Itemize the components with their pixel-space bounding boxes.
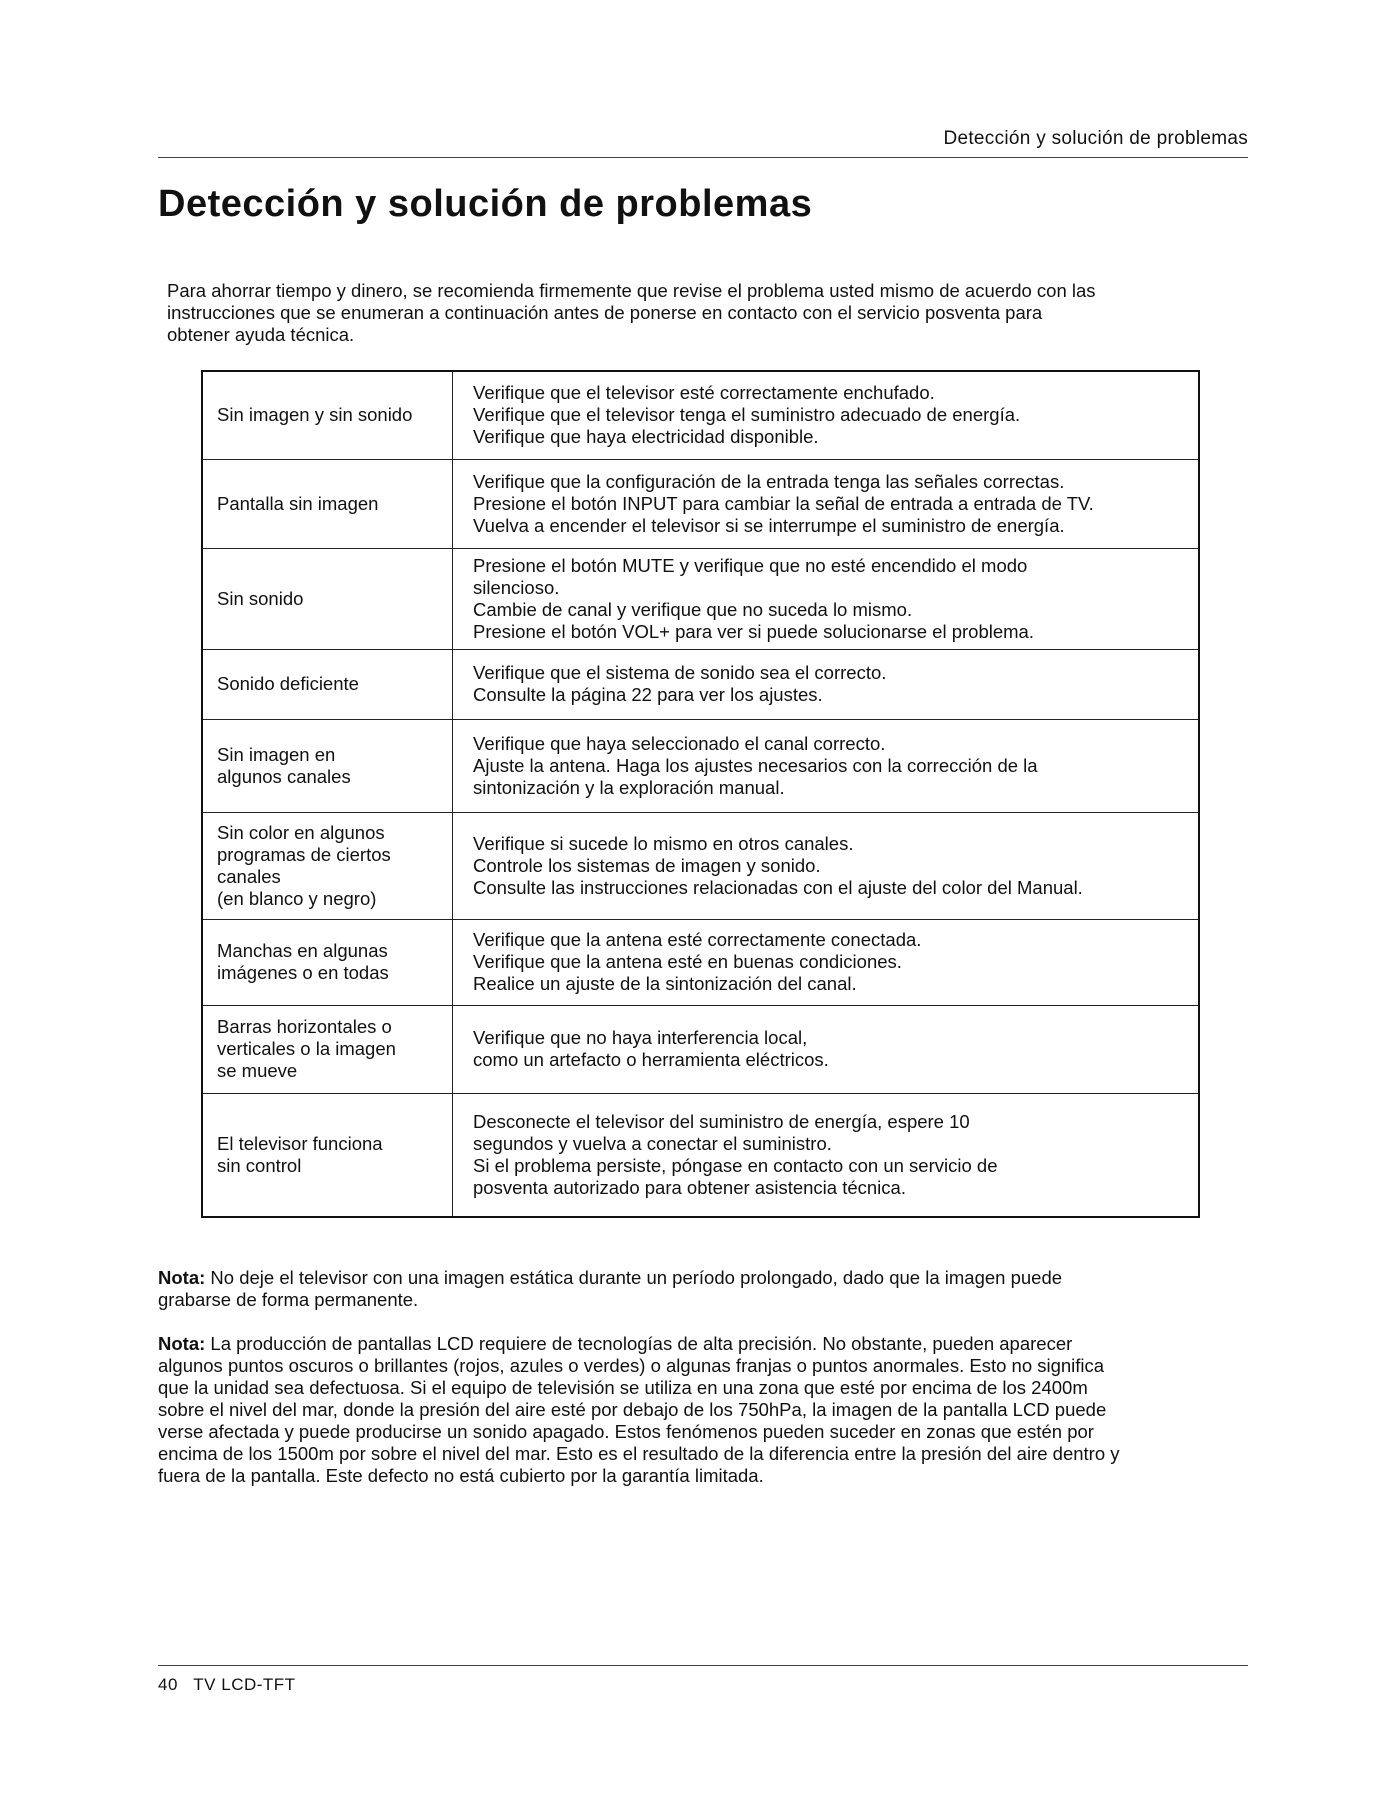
- table-row: [202, 1093, 1199, 1217]
- problem-text: verticales o la imagen: [217, 1038, 396, 1059]
- table-row: [202, 1005, 1199, 1093]
- problem-cell: [202, 649, 453, 719]
- problem-cell: [202, 919, 453, 1005]
- solution-cell: [453, 649, 1200, 719]
- troubleshooting-table: [201, 370, 1200, 1218]
- solution-text: Verifique que la antena esté correctamente conectada.: [473, 929, 922, 950]
- note-line: No deje el televisor con una imagen estática durante un período prolongado, dado que la imagen puede: [210, 1267, 1063, 1288]
- problem-text: canales: [217, 865, 281, 887]
- solution-text: Cambie de canal y verifique que no suceda lo mismo.: [473, 598, 913, 620]
- solution-text: Verifique que la antena esté en buenas condiciones.: [473, 951, 902, 972]
- page-number: 40: [158, 1675, 178, 1694]
- footer-rule: [158, 1665, 1248, 1666]
- problem-text: Sonido deficiente: [217, 673, 359, 694]
- note-line: sobre el nivel del mar, donde la presión del aire esté por debajo de los 750hPa, la imagen de la pantalla LCD puede: [158, 1399, 1107, 1420]
- solution-text: Si el problema persiste, póngase en contacto con un servicio de: [473, 1154, 998, 1176]
- note-line: algunos puntos oscuros o brillantes (rojos, azules o verdes) o algunas franjas o puntos anormales. Esto no significa: [158, 1355, 1105, 1376]
- problem-text: sin control: [217, 1154, 302, 1176]
- solution-cell: [453, 371, 1200, 459]
- running-header: Detección y solución de problemas: [943, 128, 1248, 149]
- note-static-image: [158, 1267, 1248, 1311]
- page-footer: [158, 1675, 296, 1695]
- table-row: [202, 371, 1199, 459]
- solution-cell: [453, 459, 1200, 548]
- table-row: [202, 812, 1199, 919]
- table-row: [202, 919, 1199, 1005]
- page-title: Detección y solución de problemas: [158, 183, 813, 225]
- solution-text: Verifique que el televisor esté correctamente enchufado.: [473, 382, 935, 404]
- problem-cell: [202, 371, 453, 459]
- problem-text: Sin sonido: [217, 587, 304, 609]
- solution-text: Realice un ajuste de la sintonización del canal.: [473, 973, 857, 994]
- solution-cell: [453, 548, 1200, 649]
- solution-text: Verifique que haya electricidad disponible.: [473, 426, 819, 448]
- solution-text: Verifique que el televisor tenga el suministro adecuado de energía.: [473, 404, 1021, 426]
- solution-text: Presione el botón MUTE y verifique que no esté encendido el modo: [473, 554, 1028, 576]
- solution-text: Verifique que haya seleccionado el canal correcto.: [473, 732, 886, 754]
- solution-text: Desconecte el televisor del suministro de energía, espere 10: [473, 1110, 970, 1132]
- solution-text: Verifique que el sistema de sonido sea el correcto.: [473, 662, 887, 683]
- intro-line: obtener ayuda técnica.: [167, 324, 355, 345]
- solution-text: silencioso.: [473, 576, 560, 598]
- problem-cell: [202, 1093, 453, 1217]
- solution-text: Ajuste la antena. Haga los ajustes necesarios con la corrección de la: [473, 754, 1038, 776]
- note-line: verse afectada y puede producirse un sonido apagado. Estos fenómenos pueden suceder en zonas que estén por: [158, 1421, 1094, 1442]
- problem-text: Barras horizontales o: [217, 1016, 392, 1037]
- problem-cell: [202, 1005, 453, 1093]
- problem-cell: [202, 812, 453, 919]
- note-lcd-pixels: [158, 1333, 1248, 1487]
- intro-line: Para ahorrar tiempo y dinero, se recomienda firmemente que revise el problema usted mismo de acuerdo con las: [167, 280, 1096, 301]
- solution-text: Vuelva a encender el televisor si se interrumpe el suministro de energía.: [473, 514, 1065, 536]
- problem-text: Sin imagen y sin sonido: [217, 404, 413, 426]
- problem-text: Manchas en algunas: [217, 940, 388, 961]
- solution-text: Verifique que no haya interferencia local,: [473, 1027, 808, 1048]
- solution-cell: [453, 919, 1200, 1005]
- intro-paragraph: [167, 280, 1227, 346]
- solution-cell: [453, 1093, 1200, 1217]
- solution-text: segundos y vuelva a conectar el suministro.: [473, 1132, 832, 1154]
- solution-cell: [453, 812, 1200, 919]
- solution-text: Controle los sistemas de imagen y sonido.: [473, 854, 821, 876]
- problem-text: programas de ciertos: [217, 843, 391, 865]
- problem-text: se mueve: [217, 1060, 298, 1081]
- problem-text: imágenes o en todas: [217, 962, 389, 983]
- problem-text: algunos canales: [217, 765, 351, 787]
- note-line: encima de los 1500m por sobre el nivel del mar. Esto es el resultado de la diferencia entre la presión del aire dentro y: [158, 1443, 1120, 1464]
- header-rule: [158, 157, 1248, 158]
- problem-text: (en blanco y negro): [217, 887, 377, 909]
- solution-cell: [453, 1005, 1200, 1093]
- table-row: [202, 548, 1199, 649]
- product-name: TV LCD-TFT: [193, 1675, 296, 1694]
- solution-text: Verifique si sucede lo mismo en otros canales.: [473, 832, 854, 854]
- note-label: Nota:: [158, 1333, 206, 1354]
- solution-text: Presione el botón INPUT para cambiar la señal de entrada a entrada de TV.: [473, 492, 1094, 514]
- solution-text: como un artefacto o herramienta eléctricos.: [473, 1049, 829, 1070]
- problem-text: El televisor funciona: [217, 1132, 383, 1154]
- note-label: Nota:: [158, 1267, 206, 1288]
- solution-text: posventa autorizado para obtener asistencia técnica.: [473, 1176, 906, 1198]
- solution-text: Presione el botón VOL+ para ver si puede solucionarse el problema.: [473, 620, 1034, 642]
- table-row: [202, 459, 1199, 548]
- solution-text: Consulte la página 22 para ver los ajustes.: [473, 684, 823, 705]
- problem-cell: [202, 459, 453, 548]
- problem-cell: [202, 719, 453, 812]
- solution-cell: [453, 719, 1200, 812]
- solution-text: Consulte las instrucciones relacionadas con el ajuste del color del Manual.: [473, 876, 1083, 898]
- note-line: La producción de pantallas LCD requiere de tecnologías de alta precisión. No obstante, pueden aparecer: [210, 1333, 1073, 1354]
- table-row: [202, 719, 1199, 812]
- note-line: fuera de la pantalla. Este defecto no está cubierto por la garantía limitada.: [158, 1465, 764, 1486]
- note-line: que la unidad sea defectuosa. Si el equipo de televisión se utiliza en una zona que esté por encima de los 2400m: [158, 1377, 1088, 1398]
- solution-text: sintonización y la exploración manual.: [473, 776, 785, 798]
- table-row: [202, 649, 1199, 719]
- problem-text: Sin imagen en: [217, 743, 336, 765]
- note-line: grabarse de forma permanente.: [158, 1289, 419, 1310]
- solution-text: Verifique que la configuración de la entrada tenga las señales correctas.: [473, 470, 1065, 492]
- problem-text: Sin color en algunos: [217, 821, 385, 843]
- problem-text: Pantalla sin imagen: [217, 492, 379, 514]
- intro-line: instrucciones que se enumeran a continuación antes de ponerse en contacto con el servicio posventa para: [167, 302, 1043, 323]
- problem-cell: [202, 548, 453, 649]
